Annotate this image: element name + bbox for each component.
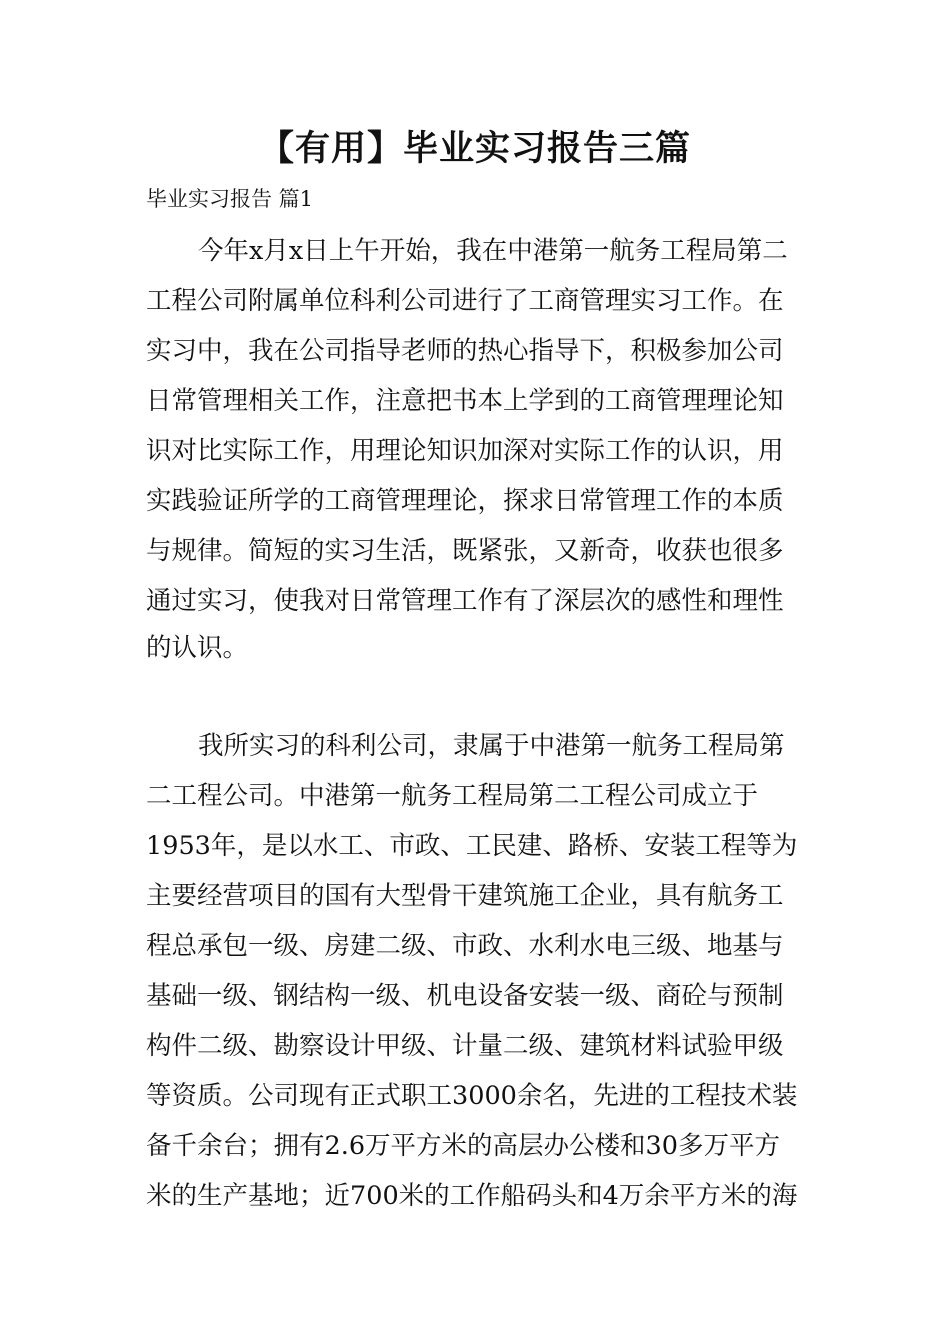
- paragraph-line: 实习中，我在公司指导老师的热心指导下，积极参加公司: [146, 336, 784, 366]
- paragraph-line: 实践验证所学的工商管理理论，探求日常管理工作的本质: [146, 486, 784, 516]
- paragraph-line: 与规律。简短的实习生活，既紧张，又新奇，收获也很多: [146, 536, 784, 566]
- paragraph-line: 米的生产基地；近700米的工作船码头和4万余平方米的海: [146, 1181, 798, 1211]
- section-heading: 毕业实习报告 篇1: [146, 187, 314, 211]
- paragraph-line: 识对比实际工作，用理论知识加深对实际工作的认识，用: [146, 436, 784, 466]
- paragraph-line: 我所实习的科利公司，隶属于中港第一航务工程局第: [198, 731, 785, 761]
- paragraph-line: 工程公司附属单位科利公司进行了工商管理实习工作。在: [146, 286, 784, 316]
- paragraph-line: 的认识。: [146, 633, 249, 663]
- paragraph-line: 基础一级、钢结构一级、机电设备安装一级、商砼与预制: [146, 981, 784, 1011]
- paragraph-line: 今年x月x日上午开始，我在中港第一航务工程局第二: [198, 236, 788, 266]
- paragraph-line: 1953年，是以水工、市政、工民建、路桥、安装工程等为: [146, 831, 798, 861]
- paragraph-line: 构件二级、勘察设计甲级、计量二级、建筑材料试验甲级: [146, 1031, 784, 1061]
- paragraph-line: 主要经营项目的国有大型骨干建筑施工企业，具有航务工: [146, 881, 784, 911]
- paragraph-line: 二工程公司。中港第一航务工程局第二工程公司成立于: [146, 781, 759, 811]
- paragraph-line: 日常管理相关工作，注意把书本上学到的工商管理理论知: [146, 386, 784, 416]
- paragraph-line: 等资质。公司现有正式职工3000余名，先进的工程技术装: [146, 1081, 798, 1111]
- paragraph-line: 通过实习，使我对日常管理工作有了深层次的感性和理性: [146, 586, 784, 616]
- paragraph-line: 备千余台；拥有2.6万平方米的高层办公楼和30多万平方: [146, 1131, 781, 1161]
- paragraph-line: 程总承包一级、房建二级、市政、水利水电三级、地基与: [146, 931, 784, 961]
- document-title: 【有用】毕业实习报告三篇: [258, 129, 691, 169]
